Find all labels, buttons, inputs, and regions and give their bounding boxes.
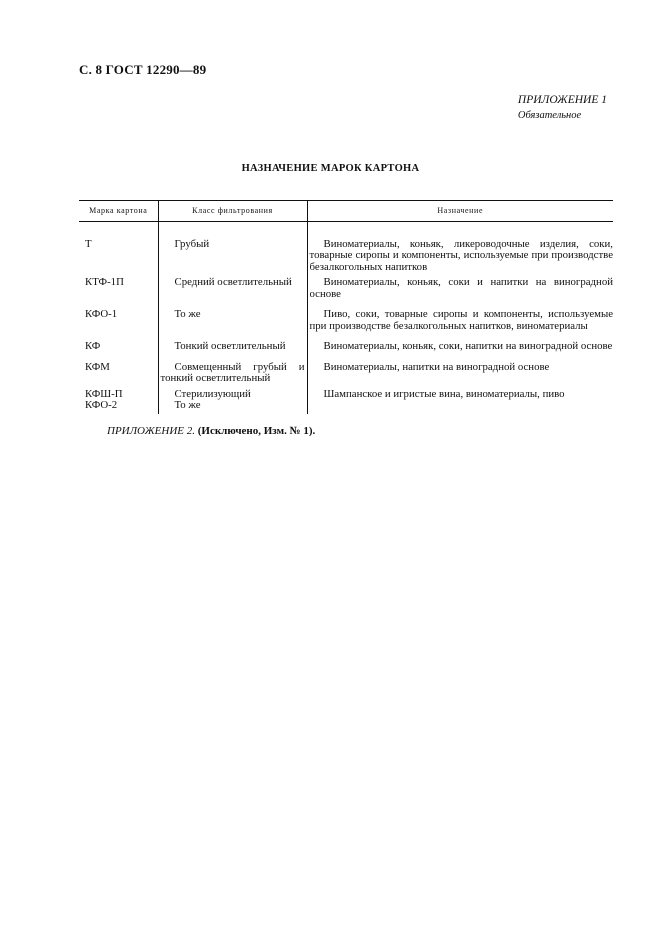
purpose-cell [307, 400, 613, 414]
purpose-cell [307, 239, 613, 274]
purpose-cell [307, 332, 613, 353]
table-title: НАЗНАЧЕНИЕ МАРОК КАРТОНА [241, 163, 420, 174]
filter-class-cell [158, 385, 307, 401]
purpose-cell [307, 385, 613, 401]
table-spacer-row [79, 221, 613, 239]
filter-class-cell [158, 353, 307, 385]
purpose-text: Виноматериалы, коньяк, ликероводочные изделия, соки, товарные сиропы и компоненты, используемые при производстве безалкогольных напитков [309, 237, 613, 273]
grades-table-container [79, 200, 613, 414]
filter-class-text: Тонкий осветлительный [174, 340, 286, 352]
table-header-row [79, 201, 613, 222]
table-row [79, 385, 613, 401]
purpose-text: Виноматериалы, коньяк, соки и напитки на виноградной основе [309, 276, 613, 300]
filter-class-cell [158, 400, 307, 414]
grades-table [79, 200, 613, 414]
table-row [79, 273, 613, 300]
filter-class-cell [158, 239, 307, 274]
grade-cell: КФШ-П [85, 387, 123, 400]
purpose-text: Виноматериалы, напитки на виноградной основе [323, 360, 550, 373]
purpose-text: Виноматериалы, коньяк, соки, напитки на виноградной основе [323, 340, 613, 352]
grade-cell: КФО-1 [85, 308, 118, 320]
column-header-grade: Марка картона [79, 201, 158, 222]
table-row [79, 332, 613, 353]
purpose-cell [307, 273, 613, 300]
column-header-purpose: Назначение [307, 201, 613, 222]
appendix-label: ПРИЛОЖЕНИЕ 1 [517, 94, 607, 106]
grade-cell: КФО-2 [85, 399, 118, 411]
purpose-text: Пиво, соки, товарные сиропы и компоненты, используемые при производстве безалкогольных напитков, виноматериалы [309, 308, 613, 332]
filter-class-text: Средний осветлительный [174, 276, 292, 288]
filter-class-text: То же [174, 308, 201, 320]
purpose-cell [307, 300, 613, 332]
appendix-2-status: (Исключено, Изм. № 1). [197, 425, 316, 437]
column-header-filter-class: Класс фильтрования [158, 201, 307, 222]
filter-class-text: Стерилизующий [174, 387, 251, 400]
appendix-2-note [107, 425, 315, 437]
page-header: С. 8 ГОСТ 12290—89 [79, 62, 207, 77]
filter-class-cell [158, 300, 307, 332]
table-row [79, 239, 613, 274]
table-row [79, 300, 613, 332]
filter-class-cell [158, 332, 307, 353]
purpose-text: Шампанское и игристые вина, виноматериалы, пиво [323, 387, 565, 400]
appendix-2-label: ПРИЛОЖЕНИЕ 2. [107, 425, 195, 437]
grade-cell: Т [85, 237, 92, 250]
table-row [79, 353, 613, 385]
grade-cell: КФ [85, 340, 101, 352]
filter-class-text: То же [174, 399, 201, 411]
filter-class-text: Грубый [174, 237, 210, 250]
appendix-type: Обязательное [517, 110, 582, 121]
filter-class-cell [158, 273, 307, 300]
filter-class-text: Совмещенный грубый и тонкий осветлительный [160, 360, 305, 384]
grade-cell: КТФ-1П [85, 276, 124, 288]
appendix-block [518, 93, 607, 123]
purpose-cell [307, 353, 613, 385]
grade-cell: КФМ [85, 360, 110, 373]
table-row [79, 400, 613, 414]
